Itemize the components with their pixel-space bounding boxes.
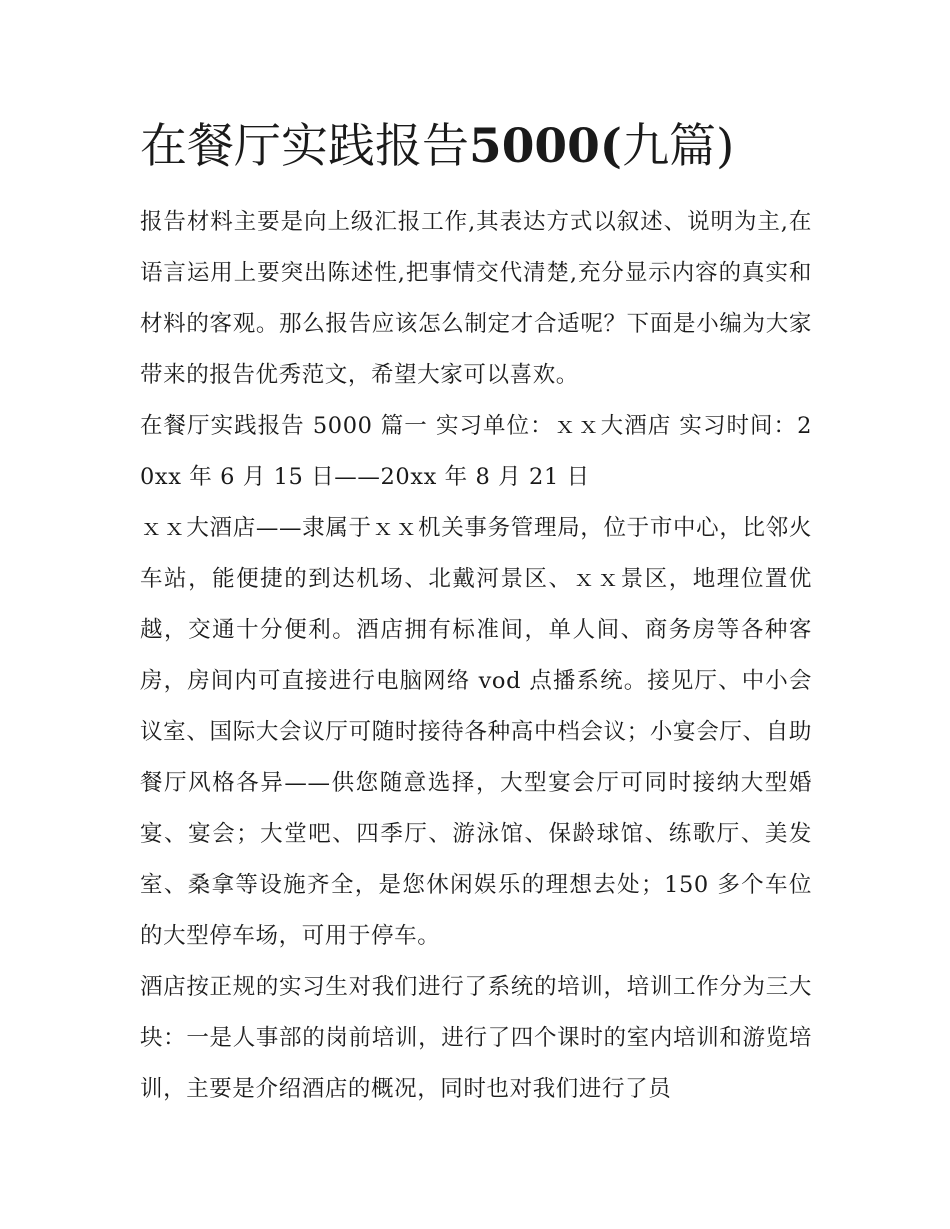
title-number: 5000( bbox=[469, 119, 623, 174]
document-title bbox=[140, 116, 734, 178]
internship-info-paragraph: 在餐厅实践报告 5000 篇一 实习单位：ｘｘ大酒店 实习时间：20xx 年 6 月 15 日——20xx 年 8 月 21 日 bbox=[140, 413, 812, 490]
title-prefix: 在餐厅实践报告 bbox=[140, 119, 469, 174]
training-paragraph: 酒店按正规的实习生对我们进行了系统的培训，培训工作分为三大块：一是人事部的岗前培训，进行了四个课时的室内培训和游览培训，主要是介绍酒店的概况，同时也对我们进行了员 bbox=[140, 974, 812, 1102]
document-body bbox=[140, 197, 812, 1115]
hotel-description-paragraph: ｘｘ大酒店——隶属于ｘｘ机关事务管理局，位于市中心，比邻火车站，能便捷的到达机场、北戴河景区、ｘｘ景区，地理位置优越，交通十分便利。酒店拥有标准间，单人间、商务房等各种客房，房间内可直接进行电脑网络 vod 点播系统。接见厅、中小会议室、国际大会议厅可随时接待各种高中档会议；小宴会厅、自助餐厅风格各异——供您随意选择，大型宴会厅可同时接纳大型婚宴、宴会；大堂吧、四季厅、游泳馆、保龄球馆、练歌厅、美发室、桑拿等设施齐全，是您休闲娱乐的理想去处；150 多个车位的大型停车场，可用于停车。 bbox=[140, 515, 812, 949]
title-suffix: 九篇) bbox=[622, 119, 735, 174]
intro-paragraph: 报告材料主要是向上级汇报工作,其表达方式以叙述、说明为主,在语言运用上要突出陈述性,把事情交代清楚,充分显示内容的真实和材料的客观。那么报告应该怎么制定才合适呢？下面是小编为大家带来的报告优秀范文，希望大家可以喜欢。 bbox=[140, 209, 812, 388]
